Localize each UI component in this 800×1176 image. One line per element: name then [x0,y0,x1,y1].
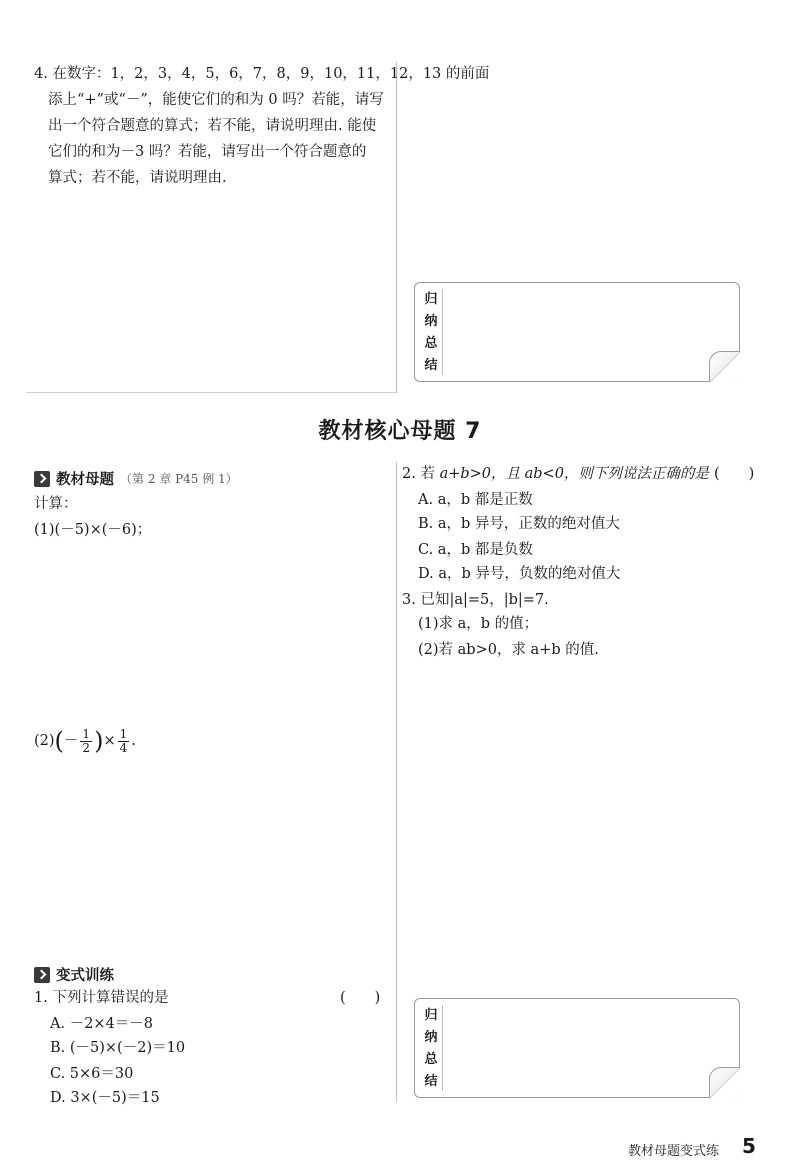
textbook-heading [34,468,238,489]
q2-answer-bracket[interactable]: ( ) [714,466,755,482]
q2-stem: 2. 若 a+b>0，且 ab<0，则下列说法正确的是 [402,466,709,482]
summary-divider [442,1005,443,1091]
variant-option-a: A. －2×4＝－8 [50,1016,154,1032]
page-curl-icon [709,1067,740,1098]
textbook-item-1: (1)(－5)×(－6)； [34,522,152,538]
chevron-right-icon [34,471,50,487]
q3-stem: 3. 已知|a|=5，|b|=7. [402,592,549,608]
q4-line: 算式；若不能，请说明理由. [48,170,227,186]
q3-sub-2: (2)若 ab>0，求 a+b 的值. [418,642,599,658]
textbook-intro: 计算： [34,496,78,512]
chevron-right-icon [34,967,50,983]
textbook-source: （第 2 章 P45 例 1） [120,472,238,486]
q2-option-d: D. a，b 异号，负数的绝对值大 [418,566,621,582]
page-number: 5 [742,1134,756,1158]
variant-option-c: C. 5×6＝30 [50,1066,134,1082]
variant-q1-stem: 1. 下列计算错误的是 [34,990,169,1006]
variant-option-b: B. (－5)×(－2)＝10 [50,1040,186,1056]
summary-label: 归 纳 总 结 [424,292,438,373]
variant-option-d: D. 3×(－5)＝15 [50,1090,160,1106]
q4-line: 出一个符合题意的算式；若不能，请说明理由. 能使 [48,118,377,134]
fraction-1-4: $\frac{1}{4}$ [119,726,128,755]
q4-line: 添上“+”或“－”，能使它们的和为 0 吗？若能，请写 [48,92,384,108]
q2-option-b: B. a，b 异号，正数的绝对值大 [418,516,620,532]
page-curl-icon [709,351,740,382]
column-divider-bottom [396,462,397,1102]
textbook-item-2: (2)(－ $\frac{1}{2}$ )× $\frac{1}{4}$ . [34,726,136,755]
q3-sub-1: (1)求 a，b 的值； [418,616,539,632]
q2-option-a: A. a，b 都是正数 [418,492,533,508]
q4-line: 4. 在数字：1，2，3，4，5，6，7，8，9，10，11，12，13 的前面 [34,66,490,82]
textbook-heading-label: 教材母题 [56,472,114,488]
summary-box-bottom [414,998,740,1098]
summary-divider [442,289,443,375]
summary-box-top [414,282,740,382]
fraction-1-2: $\frac{1}{2}$ [82,726,91,755]
variant-heading [34,964,114,985]
variant-heading-label: 变式训练 [56,968,114,984]
top-section-rule [26,392,398,393]
q4-line: 它们的和为－3 吗？若能，请写出一个符合题意的 [48,144,367,160]
summary-label: 归 纳 总 结 [424,1008,438,1089]
section-title: 教材核心母题 7 [318,419,482,444]
variant-q1-answer-bracket[interactable]: ( ) [340,990,381,1006]
q2-option-c: C. a，b 都是负数 [418,542,533,558]
column-divider-top [396,62,397,392]
footer-text: 教材母题变式练 [628,1144,720,1159]
